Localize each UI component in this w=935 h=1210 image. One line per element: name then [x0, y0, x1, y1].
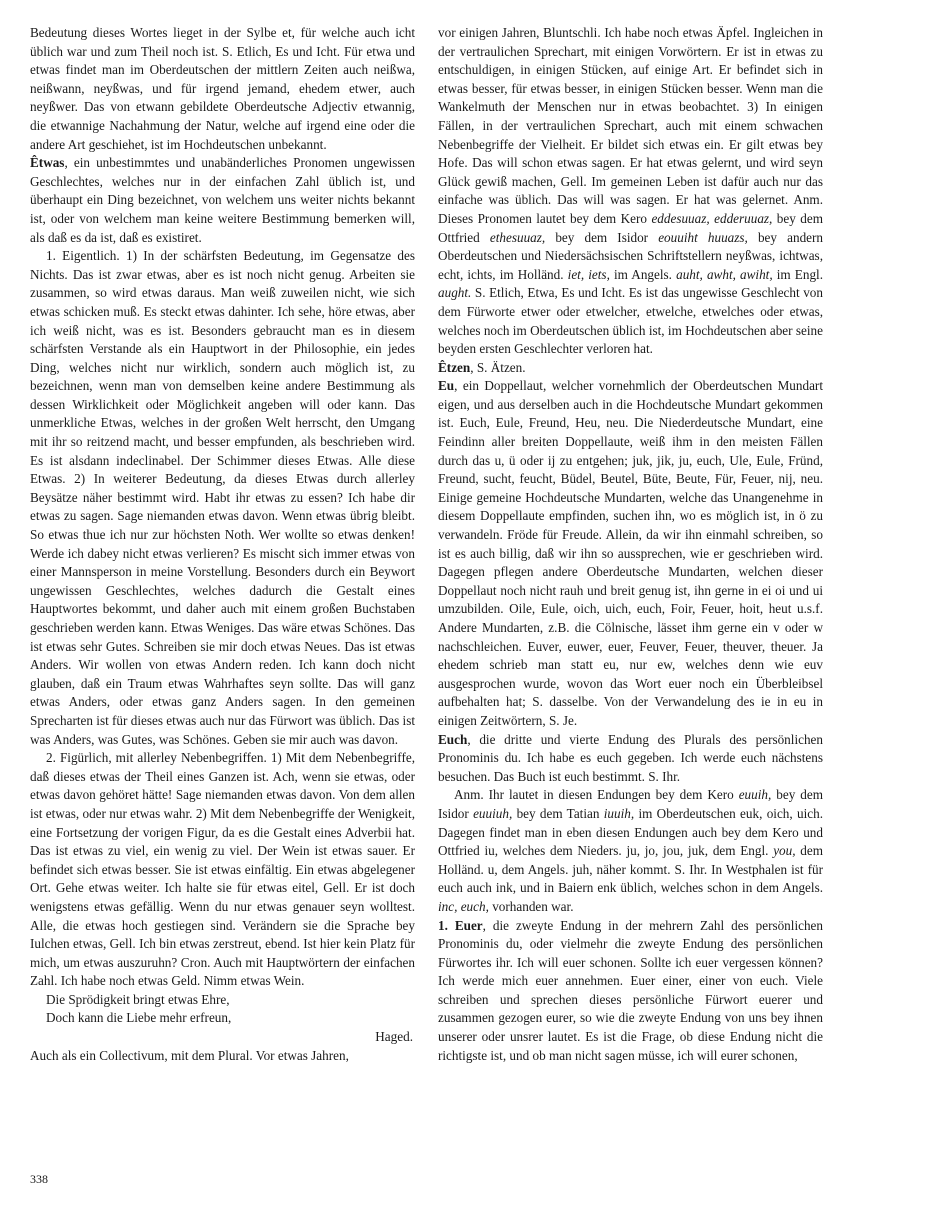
- headword-etwas: Êtwas: [30, 155, 65, 171]
- definition-euer: , die zweyte Endung in der mehrern Zahl des persönlichen Pronominis du, oder vielmehr die zweyte Endung des persönlichen Fürwortes ihr. Ich will euer schonen. Sollte ich euer vergessen können? Ich werde mich euer annehmen. Euer einer, einer von euch. Viele schreiben und sprechen dieses persönliche Fürwort euerer und zusammen gezogen eurer, so wie die zweyte Endung von uns bey ihnen unserer oder unsrer lautet. Es ist die Frage, ob diese Endung nicht die richtigste ist, und ob man nicht sagen müsse, ich will eurer schonen,: [438, 917, 823, 1063]
- paragraph-sense-1: 1. Eigentlich. 1) In der schärfsten Bedeutung, im Gegensatze des Nichts. Das ist zwar etwas, aber es ist noch nicht genug. Arbeiten sie zusammen, so wird etwas daraus. Man weiß zuweilen nicht, wie sich etwas schicken muß. Es steckt etwas dahinter. Ich sehe, höre etwas, aber ich weiß nicht, was es ist. Besonders gebraucht man es in diesem schärfsten Verstande als ein Hauptwort in der Philosophie, ein jedes Ding, welches nicht nur wirklich, sondern auch möglich ist, zu bezeichnen, wenn man von demselben keine andere Bestimmung als dessen Wirklichkeit oder Möglichkeit angeben will oder kann. Das unmerkliche Etwas, welches in der großen Welt herrscht, den Umgang mit ihr so reitzend macht, und besser empfunden, als beschrieben wird. Es ist alsdann indeclinabel. Der Schimmer dieses Etwas. Alle diese Etwas. 2) In weiterer Bedeutung, da dieses Etwas durch allerley Beysätze näher bestimmt wird. Habt ihr etwas zu essen? Ich habe dir etwas zu sagen. Sage niemanden etwas davon. Wenn etwas übrig bleibt. So etwas thue ich nur zur höchsten Noth. Wer wollte so etwas denken! Werde ich dabey nicht etwas verlieren? Es mischt sich immer etwas von einer Mannsperson in meine Vorstellung. Besonders durch ein Beywort ungewissen Geschlechtes, welches dadurch die Gestalt eines Hauptwortes bekommt, und daher auch mit einem großen Buchstaben geschrieben werden kann. Etwas Weniges. Das wäre etwas Schönes. Das ist etwas sehr Gutes. Schreiben sie mir doch etwas Neues. Das ist etwas Anders. Wir wollen von etwas Andern reden. Ich kann doch nicht glauben, daß ein Traum etwas Wahrhaftes seyn sollte. Das will ganz etwas Anders, oder etwas ganz Anders sagen. In den gemeinen Sprecharten ist für dieses etwas auch nur das Fürwort was üblich. Das ist was Anders, was Gutes, was Schönes. Geben sie mir auch was davon.: [30, 248, 415, 747]
- old-form-angelsaechsisch: inc, euch,: [438, 898, 489, 914]
- verse-line-2: Doch kann die Liebe mehr erfreun,: [46, 1010, 232, 1026]
- definition-etzen: , S. Ätzen.: [470, 359, 526, 375]
- old-form-kero: eddesuuaz, edderuuaz,: [651, 210, 773, 226]
- definition-eu: , ein Doppellaut, welcher vornehmlich der Oberdeutschen Mundart eigen, und aus derselben auch in die Hochdeutsche Mundart gekommen ist. Euch, Eule, Freund, Heu, neu. Die Niederdeutsche Mundart, eine Feindinn aller breiten Doppellaute, weiß ihm in den meisten Fällen durch das u, ü oder ij zu entgehen; juk, jik, ju, euch, Ule, Eule, Fründ, Freund, sucht, feucht, Büdel, Beutel, Büte, Beute, Für, Feuer, nij, neu. Einige gemeine Hochdeutsche Mundarten, welche das Unangenehme in diesem Doppellaute empfinden, suchen ihn, wo es möglich ist, in ö zu verwandeln. Fröde für Freude. Allein, da wir ihn einmahl schreiben, so ist es auch billig, daß wir ihn so aussprechen, wie er geschrieben wird. Dagegen pflegen andere Oberdeutsche Mundarten, welchen dieser Doppellaut noch nicht rauh und breit genug ist, ihn gerne in ei oi und ui umzubilden. Oile, Eule, oich, uich, euch, Foir, Feuer, hoit, heut u.s.f. Andere Mundarten, z.B. die Cölnische, lässet ihm gerne ein v oder w nachschleichen. Euver, euwer, euer, Feuver, Feuer, theuver, theuer. Ja ehedem schrieb man statt eu, nur ew, welches denn wie euv ausgesprochen wurde, wovon das Wort euer noch ein Überbleibsel aufbehalten hat; S. dasselbe. Von der Verwandelung des ie in eu in einigen Zeitwörtern, S. Je.: [438, 378, 823, 728]
- text-segment: bey dem Isidor: [545, 229, 659, 245]
- definition-euch: , die dritte und vierte Endung des Plurals des persönlichen Pronominis du. Ich habe es euch gegeben. Ich werde euch nächstens besuchen. Das Buch ist euch bestimmt. S. Ihr.: [438, 731, 823, 784]
- definition-etwas: , ein unbestimmtes und unabänderliches Pronomen ungewissen Geschlechtes, welches nur in der einfachen Zahl üblich ist, und überhaupt ein Ding bezeichnet, von welchem uns weiter nichts bekannt ist, oder von welchem man keine weitere Bestimmung bemerken will, als daß es da ist, daß es existiret.: [30, 155, 415, 245]
- headword-eu: Eu: [438, 378, 455, 394]
- verse-line-1: Die Sprödigkeit bringt etwas Ehre,: [46, 991, 230, 1007]
- paragraph-collective: Auch als ein Collectivum, mit dem Plural. Vor etwas Jahren,: [30, 1047, 349, 1063]
- entry-eu: [438, 377, 823, 730]
- text-segment: bey dem Ottfried: [438, 210, 823, 245]
- entry-euer: [438, 917, 823, 1066]
- text-segment: vorhanden war.: [488, 898, 574, 914]
- text-segment: dem Holländ. u, dem Angels. juh, näher kommt. S. Ihr. In Westphalen ist für euch auch ink, und in Baiern enk üblich, welches schon in dem Angels.: [438, 843, 823, 896]
- paragraph-etwas-continuation: [438, 24, 823, 359]
- verse-attribution: Haged.: [375, 1029, 413, 1045]
- page-number: 338: [30, 1172, 48, 1186]
- old-form-isidor: eouuiht huuazs,: [658, 229, 748, 245]
- old-form-hollaendisch: iet, iets,: [567, 266, 610, 282]
- old-form-angelsaechsisch: auht, awht, awiht,: [676, 266, 773, 282]
- entry-etwas: [30, 154, 415, 247]
- headword-euch: Euch: [438, 731, 468, 747]
- old-form-englisch: aught.: [438, 285, 472, 301]
- entry-etzen: [438, 359, 823, 378]
- old-form-tatian: iuuih,: [603, 805, 635, 821]
- old-form-isidor: euuiuh,: [473, 805, 513, 821]
- text-segment: bey dem Tatian: [512, 805, 604, 821]
- paragraph-sense-2: 2. Figürlich, mit allerley Nebenbegriffen. 1) Mit dem Nebenbegriffe, daß dieses etwas der Theil eines Ganzen ist. Ach, wenn sie etwas, oder etwas davon gehöret hätte! Sage niemanden etwas davon. Von dem allen ist etwas, oder nur etwas wahr. 2) Mit dem Nebenbegriffe der Wenigkeit, eine Fortsetzung der vorigen Figur, da es die Gestalt eines Adverbii hat. Das ist etwas zu viel, ein wenig zu viel. Der Wein ist etwas sauer. Er befindet sich etwas besser. Sie ist etwas einfältig. Ein etwas abgelegener Ort. Gehe etwas weiter. Ich halte sie für etwas eitel, Gell. Er ist doch wenigstens etwas gefällig. Wenn du nur etwas genauer seyn wolltest. Alle, die etwas hoch gestiegen sind. Verändern sie die Sprache bey Iulchen etwas, Gell. Ich bin etwas zerstreut, ebend. Ist hier kein Platz für mich, um etwas auszuruhn? Cron. Auch mit Hauptwörtern der einfachen Zahl. Ich habe noch etwas Geld. Nimm etwas Wein.: [30, 750, 415, 989]
- old-form-ottfried: ethesuuaz,: [489, 229, 546, 245]
- old-form-kero: euuih,: [738, 787, 772, 803]
- old-form-englisch: you,: [773, 843, 796, 859]
- headword-euer: 1. Euer: [438, 917, 483, 933]
- text-segment: bey dem Isidor: [438, 787, 823, 821]
- right-column: [438, 24, 823, 1065]
- text-segment: im Engl.: [772, 266, 824, 282]
- headword-etzen: Êtzen: [438, 359, 471, 375]
- text-segment: vor einigen Jahren, Bluntschli. Ich habe noch etwas Äpfel. Ingleichen in der vertraulichen Sprechart, mit einigen Vorwörtern. Er ist in etwas zu entschuldigen, in einigen Stücken, auf einige Art. Er befindet sich in etwas besser, für etwas besser, in einigen Stücken besser. Wenn man die Wankelmuth der Menschen nur in etwas beobachtet. 3) In einigen Fällen, in der vertraulichen Sprechart, auch mit einem schwachen Nebenbegriffe der Vielheit. Er bildet sich etwas ein. Er gilt etwas bey Hofe. Das will schon etwas sagen. Er hat etwas gelernt, und wird seyn Glück gewiß machen, Gell. Im gemeinen Leben ist dafür auch nur das einfache was üblich. Das will was sagen. Er hat was gelernet. Anm. Dieses Pronomen lautet bey dem Kero: [438, 25, 823, 226]
- paragraph-etwa-continuation: Bedeutung dieses Wortes lieget in der Sylbe et, für welche auch icht üblich war und zum Theil noch ist. S. Etlich, Es und Icht. Für etwa und etwas findet man im Oberdeutschen der mittlern Zeiten auch neißwa, neißwann, neyßwas, und für irgend jemand, ehedem etwer, auch neyßwer. Das von etwann gebildete Oberdeutsche Adjectiv etwannig, die etwannige Nachahmung der Natur, welche auf irgend eine oder die andere Art geschiehet, ist im Hochdeutschen unbekannt.: [30, 25, 415, 152]
- paragraph-euch-anmerkung: [438, 786, 823, 916]
- entry-euch: [438, 731, 823, 787]
- text-segment: Anm. Ihr lautet in diesen Endungen bey dem Kero: [454, 787, 739, 803]
- dictionary-page: [30, 24, 825, 1174]
- left-column: [30, 24, 415, 1065]
- text-segment: bey andern Oberdeutschen und Niedersächsischen Schriftstellern neyßwas, ichtwas, echt, ichts, im Holländ.: [438, 229, 823, 282]
- text-segment: im Angels.: [609, 266, 677, 282]
- text-segment: im Oberdeutschen euk, oich, uich. Dagegen findet man in eben diesen Endungen auch bey dem Kero und Ottfried iu, welches dem Nieders. ju, jo, jou, juk, dem Engl.: [438, 805, 823, 859]
- text-segment: S. Etlich, Etwa, Es und Icht. Es ist das ungewisse Geschlecht von dem Fürworte etwer oder etwelcher, etwelche, etwelches oder etwas, welches noch im Oberdeutschen üblich ist, im Hochdeutschen aber seine beyden ersten Geschlechter verloren hat.: [438, 285, 823, 357]
